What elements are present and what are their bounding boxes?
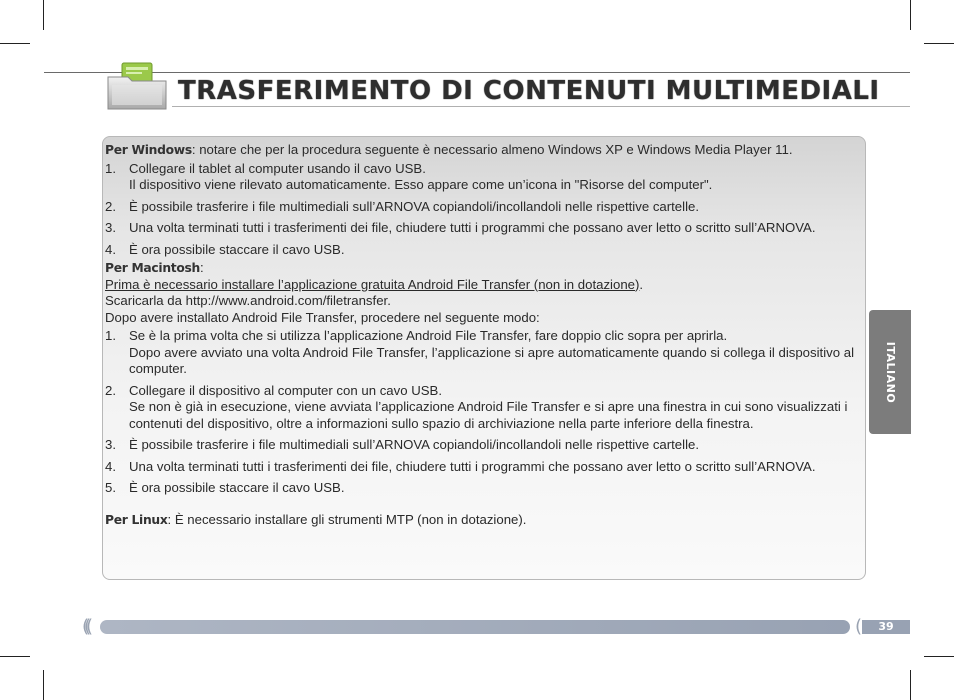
list-item: 2. È possibile trasferire i file multimediali sull’ARNOVA copiandoli/incollandoli nelle rispettive cartelle. xyxy=(105,198,699,214)
footer-brackets-icon: ((( xyxy=(82,616,89,637)
footer-bracket-icon: ( xyxy=(855,616,863,637)
windows-intro: Per Windows: notare che per la procedura seguente è necessario almeno Windows XP e Windows Media Player 11. xyxy=(105,142,793,157)
crop-mark xyxy=(910,0,911,30)
linux-line: Per Linux: È necessario installare gli strumenti MTP (non in dotazione). xyxy=(105,511,527,527)
crop-mark xyxy=(43,0,44,30)
list-item: 1. Se è la prima volta che si utilizza l’applicazione Android File Transfer, fare doppio clic sopra per aprirla. Dopo avere avviato una volta Android File Transfer, l’applicazione si apre automaticamente quando si collega il dispositivo al computer. xyxy=(105,328,854,376)
language-tab-label: ITALIANO xyxy=(884,341,898,403)
crop-mark xyxy=(0,656,30,657)
language-tab-label-wrap xyxy=(871,310,911,434)
list-item: 1. Collegare il tablet al computer usando il cavo USB. Il dispositivo viene rilevato automaticamente. Esso appare come un’icona in "Risorse del computer". xyxy=(105,160,713,192)
list-item: 2. Collegare il dispositivo al computer con un cavo USB. Se non è già in esecuzione, viene avviata l’applicazione Android File Transfer e si apre una finestra in cui sono visualizzati i contenuti del dispositivo, oltre a informazioni sullo spazio di archiviazione nella parte inferiore della finestra. xyxy=(105,382,848,431)
folder-media-icon xyxy=(104,61,170,113)
windows-heading: Per Windows xyxy=(105,143,192,157)
footer-bar xyxy=(100,620,850,634)
list-item: 3. Una volta terminati tutti i trasferimenti dei file, chiudere tutti i programmi che possano aver letto o scritto sull’ARNOVA. xyxy=(105,220,816,235)
title-underline xyxy=(172,106,910,107)
page-number: 39 xyxy=(862,620,910,634)
list-item: 5. È ora possibile staccare il cavo USB. xyxy=(105,480,345,495)
windows-steps xyxy=(105,161,865,259)
list-item: 4. È ora possibile staccare il cavo USB. xyxy=(105,241,345,257)
mac-download: Scaricarla da http://www.android.com/filetransfer. xyxy=(105,293,391,308)
linux-heading: Per Linux xyxy=(105,512,168,527)
crop-mark xyxy=(924,43,954,44)
crop-mark xyxy=(910,670,911,700)
page-title: TRASFERIMENTO DI CONTENUTI MULTIMEDIALI xyxy=(178,76,880,106)
mac-heading-line: Per Macintosh: xyxy=(105,260,204,275)
crop-mark xyxy=(43,670,44,700)
title-rule xyxy=(44,72,910,73)
list-item: 3. È possibile trasferire i file multimediali sull’ARNOVA copiandoli/incollandoli nelle rispettive cartelle. xyxy=(105,437,699,452)
list-item: 4. Una volta terminati tutti i trasferimenti dei file, chiudere tutti i programmi che possano aver letto o scritto sull’ARNOVA. xyxy=(105,458,816,474)
mac-heading: Per Macintosh xyxy=(105,261,200,275)
mac-steps xyxy=(105,328,865,497)
mac-after: Dopo avere installato Android File Transfer, procedere nel seguente modo: xyxy=(105,309,540,325)
mac-prereq: Prima è necessario installare l’applicazione gratuita Android File Transfer (non in dotazione). xyxy=(105,276,644,292)
crop-mark xyxy=(924,656,954,657)
content-body xyxy=(105,142,865,528)
crop-mark xyxy=(0,43,30,44)
